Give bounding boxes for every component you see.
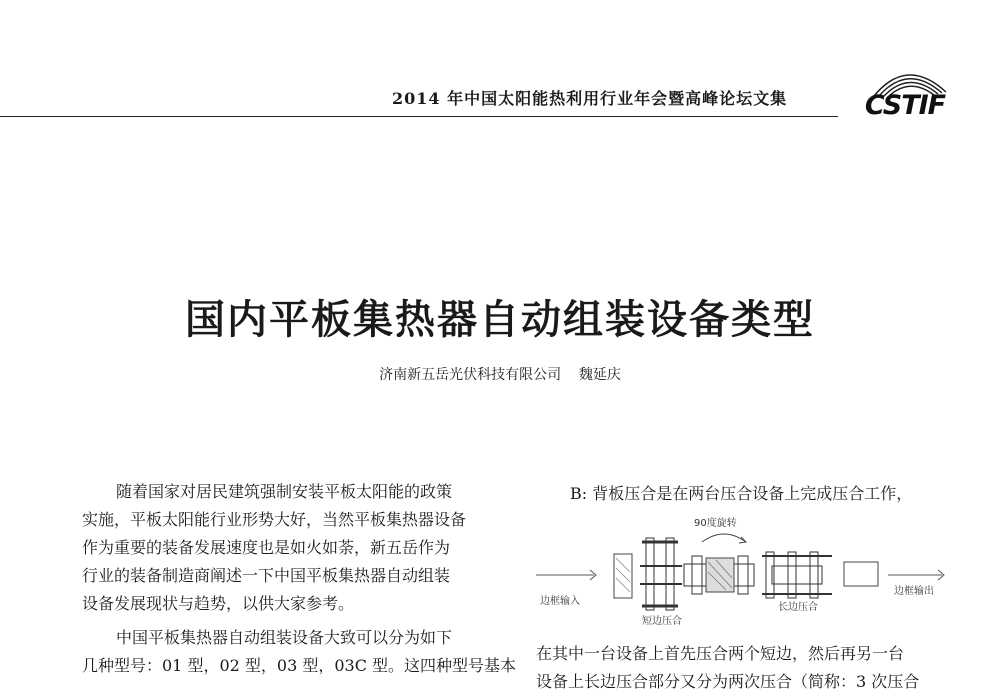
rotate-arrow bbox=[702, 534, 746, 542]
paragraph-line: 行业的装备制造商阐述一下中国平板集热器自动组装 bbox=[82, 566, 451, 585]
paragraph-line: 几种型号：01 型，02 型，03 型，03C 型。这四种型号基本 bbox=[82, 656, 517, 675]
long-side-press bbox=[762, 552, 832, 598]
press-process-diagram bbox=[532, 512, 964, 632]
short-side-label: 短边压合 bbox=[642, 616, 682, 627]
long-side-label: 长边压合 bbox=[778, 602, 818, 613]
rotation-stage bbox=[684, 556, 754, 594]
author-name: 魏延庆 bbox=[578, 367, 621, 383]
company-name: 济南新五岳光伏科技有限公司 bbox=[379, 367, 562, 383]
article-title: 国内平板集热器自动组装设备类型 bbox=[185, 296, 815, 343]
paragraph-line: 设备上长边压合部分又分为两次压合（简称：3 次压合 bbox=[536, 672, 920, 691]
proceedings-title: 2014 年中国太阳能热利用行业年会暨高峰论坛文集 bbox=[392, 89, 788, 108]
cstif-logo bbox=[852, 62, 958, 128]
finished-frame bbox=[844, 562, 878, 586]
author-line bbox=[0, 364, 1000, 384]
paragraph-line: 在其中一台设备上首先压合两个短边，然后再另一台 bbox=[536, 644, 905, 663]
short-side-press bbox=[640, 538, 682, 610]
left-column bbox=[82, 478, 517, 680]
paragraph-line: 中国平板集热器自动组装设备大致可以分为如下 bbox=[116, 628, 453, 647]
paragraph-line: 作为重要的装备发展速度也是如火如荼，新五岳作为 bbox=[82, 538, 451, 557]
paragraph-line: 设备发展现状与趋势，以供大家参考。 bbox=[82, 594, 355, 613]
right-column bbox=[536, 480, 960, 508]
input-label: 边框输入 bbox=[540, 596, 580, 607]
paragraph-line: 实施，平板太阳能行业形势大好，当然平板集热器设备 bbox=[82, 510, 467, 529]
right-column-lower bbox=[536, 640, 960, 696]
paragraph-intro bbox=[82, 478, 502, 618]
paragraph-types bbox=[82, 624, 517, 680]
header-rule bbox=[0, 116, 838, 117]
output-label: 边框输出 bbox=[894, 586, 934, 597]
rotate-label: 90度旋转 bbox=[694, 518, 737, 529]
paragraph-line: B: 背板压合是在两台压合设备上完成压合工作， bbox=[570, 484, 913, 503]
logo-text: CSTIF bbox=[864, 90, 946, 121]
paragraph-line: 随着国家对居民建筑强制安装平板太阳能的政策 bbox=[116, 482, 453, 501]
